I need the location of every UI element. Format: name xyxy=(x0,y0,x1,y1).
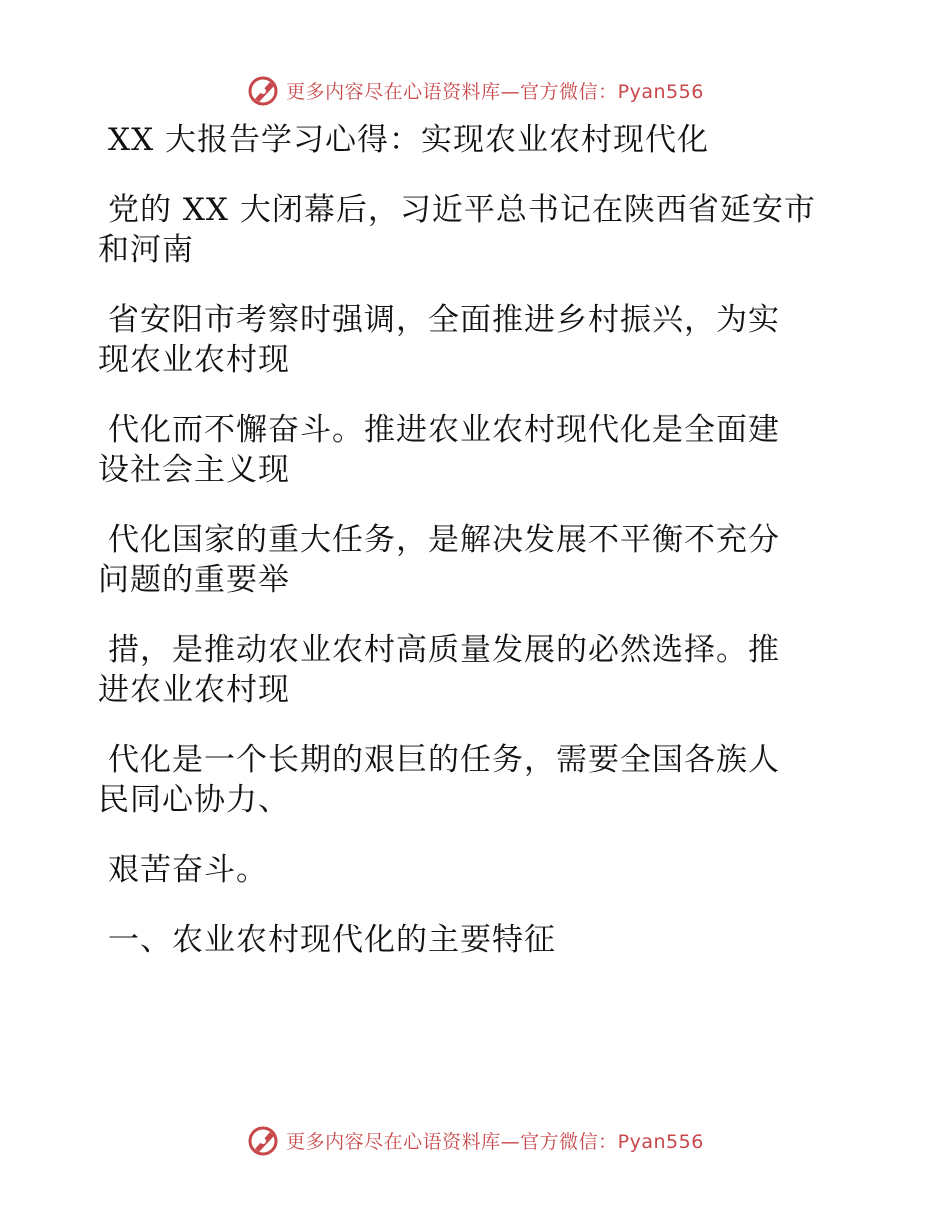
document-body xyxy=(98,120,838,960)
paragraph-line: 艰苦奋斗。 xyxy=(108,852,268,888)
watermark-text: 更多内容尽在心语资料库—官方微信：Pyan556 xyxy=(286,80,704,103)
paragraph-line: 党的 XX 大闭幕后，习近平总书记在陕西省延安市 xyxy=(108,192,816,228)
paragraph-line: 设社会主义现 xyxy=(98,452,290,488)
pen-logo-icon xyxy=(246,1123,280,1157)
paragraph-line: 和河南 xyxy=(98,232,194,268)
paragraph-line: 省安阳市考察时强调，全面推进乡村振兴，为实 xyxy=(108,302,780,338)
paragraph-line: 措，是推动农业农村高质量发展的必然选择。推 xyxy=(108,632,780,668)
paragraph-line: 代化国家的重大任务，是解决发展不平衡不充分 xyxy=(108,522,780,558)
paragraph-line: 问题的重要举 xyxy=(98,562,290,598)
paragraph-line: 民同心协力、 xyxy=(98,782,290,818)
pen-logo-icon xyxy=(246,73,280,107)
section-heading: 一、农业农村现代化的主要特征 xyxy=(108,922,556,958)
paragraph-line: 现农业农村现 xyxy=(98,342,290,378)
document-title: XX 大报告学习心得：实现农业农村现代化 xyxy=(108,122,709,158)
watermark-footer xyxy=(0,1120,950,1160)
paragraph-line: 进农业农村现 xyxy=(98,672,290,708)
watermark-header xyxy=(0,70,950,110)
paragraph-line: 代化而不懈奋斗。推进农业农村现代化是全面建 xyxy=(108,412,780,448)
watermark-text: 更多内容尽在心语资料库—官方微信：Pyan556 xyxy=(286,1130,704,1153)
paragraph-line: 代化是一个长期的艰巨的任务，需要全国各族人 xyxy=(108,742,780,778)
